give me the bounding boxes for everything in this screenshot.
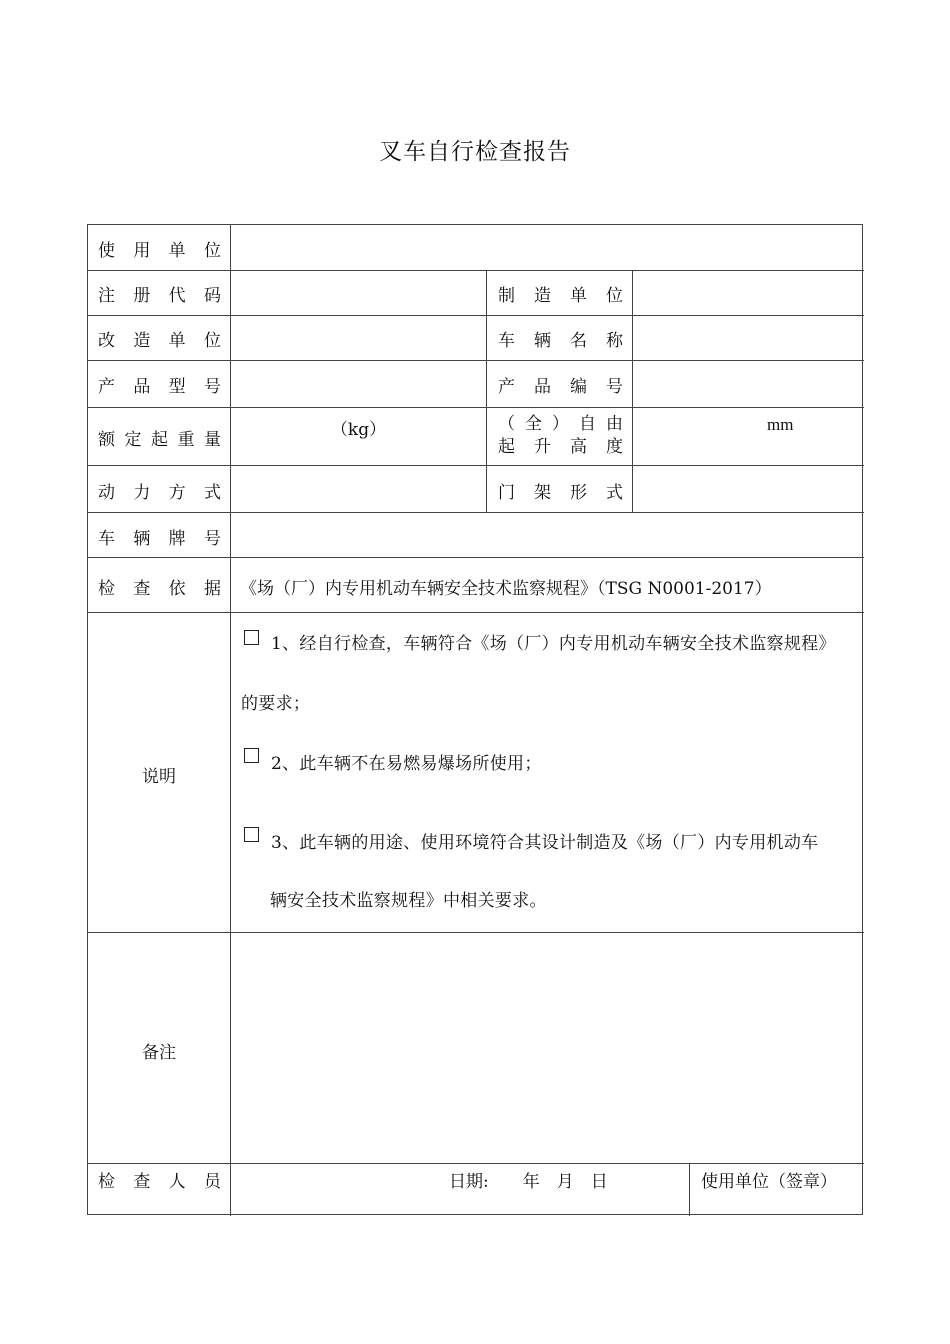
rated-load-field[interactable] xyxy=(231,415,486,440)
reg-code-field[interactable] xyxy=(231,271,486,315)
label-user-unit-text: 使 用 单 位 xyxy=(98,241,221,261)
note-3-line1: 3、此车辆的用途、使用环境符合其设计制造及《场（厂）内专用机动车 xyxy=(271,833,819,853)
label-basis-text: 检 查 依 据 xyxy=(98,579,221,599)
note-3-line2: 辆安全技术监察规程》中相关要求。 xyxy=(270,891,547,911)
note-1-line1: 1、经自行检查，车辆符合《场（厂）内专用机动车辆安全技术监察规程》 xyxy=(271,634,836,654)
note-1-checkbox[interactable] xyxy=(244,630,259,645)
date-field[interactable]: 日期: 年 月 日 xyxy=(449,1172,608,1192)
label-vehicle-name xyxy=(498,326,623,351)
remarks-label: 备注 xyxy=(142,1043,176,1063)
label-mfr-unit-text: 制 造 单 位 xyxy=(498,286,623,306)
label-basis xyxy=(98,574,221,599)
page-title: 叉车自行检查报告 xyxy=(379,139,571,165)
label-product-number-text: 产 品 编 号 xyxy=(498,377,623,397)
label-mast xyxy=(498,478,623,503)
rated-load-unit: （kg） xyxy=(330,420,387,440)
label-rated-load xyxy=(98,425,221,450)
product-model-field[interactable] xyxy=(231,361,486,407)
power-field[interactable] xyxy=(231,466,486,512)
label-free-lift-line1: （ 全 ） 自 由 xyxy=(498,414,623,434)
notes-label: 说明 xyxy=(142,767,176,787)
sign-field[interactable]: 使用单位（签章） xyxy=(701,1172,837,1192)
label-free-lift xyxy=(498,413,623,459)
label-inspector-text: 检 查 人 员 xyxy=(98,1172,221,1192)
label-rated-load-text: 额 定 起 重 量 xyxy=(98,430,221,450)
label-product-model-text: 产 品 型 号 xyxy=(98,377,221,397)
mast-field[interactable] xyxy=(633,466,863,512)
mod-unit-field[interactable] xyxy=(231,316,486,360)
note-3-checkbox[interactable] xyxy=(244,827,259,842)
label-reg-code xyxy=(98,281,221,306)
free-lift-unit: mm xyxy=(767,415,794,434)
vehicle-name-field[interactable] xyxy=(633,316,863,360)
plate-field[interactable] xyxy=(231,513,863,557)
label-inspector xyxy=(98,1167,221,1192)
label-product-number xyxy=(498,372,623,397)
mfr-unit-field[interactable] xyxy=(633,271,863,315)
user-unit-field[interactable] xyxy=(231,225,863,270)
note-1-line2: 的要求； xyxy=(241,694,311,714)
label-mfr-unit xyxy=(498,281,623,306)
remarks-field[interactable] xyxy=(231,933,863,1163)
label-vehicle-name-text: 车 辆 名 称 xyxy=(498,331,623,351)
product-number-field[interactable] xyxy=(633,361,863,407)
label-user-unit xyxy=(98,236,221,261)
label-mast-text: 门 架 形 式 xyxy=(498,483,623,503)
label-product-model xyxy=(98,372,221,397)
label-plate xyxy=(98,524,221,549)
label-free-lift-line2: 起 升 高 度 xyxy=(498,437,623,457)
basis-value: 《场（厂）内专用机动车辆安全技术监察规程》（TSG N0001-2017） xyxy=(240,579,772,599)
label-power xyxy=(98,478,221,503)
label-power-text: 动 力 方 式 xyxy=(98,483,221,503)
label-reg-code-text: 注 册 代 码 xyxy=(98,286,221,306)
inspection-form xyxy=(87,224,863,1215)
label-mod-unit xyxy=(98,326,221,351)
label-plate-text: 车 辆 牌 号 xyxy=(98,529,221,549)
label-mod-unit-text: 改 造 单 位 xyxy=(98,331,221,351)
note-2-text: 2、此车辆不在易燃易爆场所使用； xyxy=(271,754,542,774)
note-2-checkbox[interactable] xyxy=(244,748,259,763)
